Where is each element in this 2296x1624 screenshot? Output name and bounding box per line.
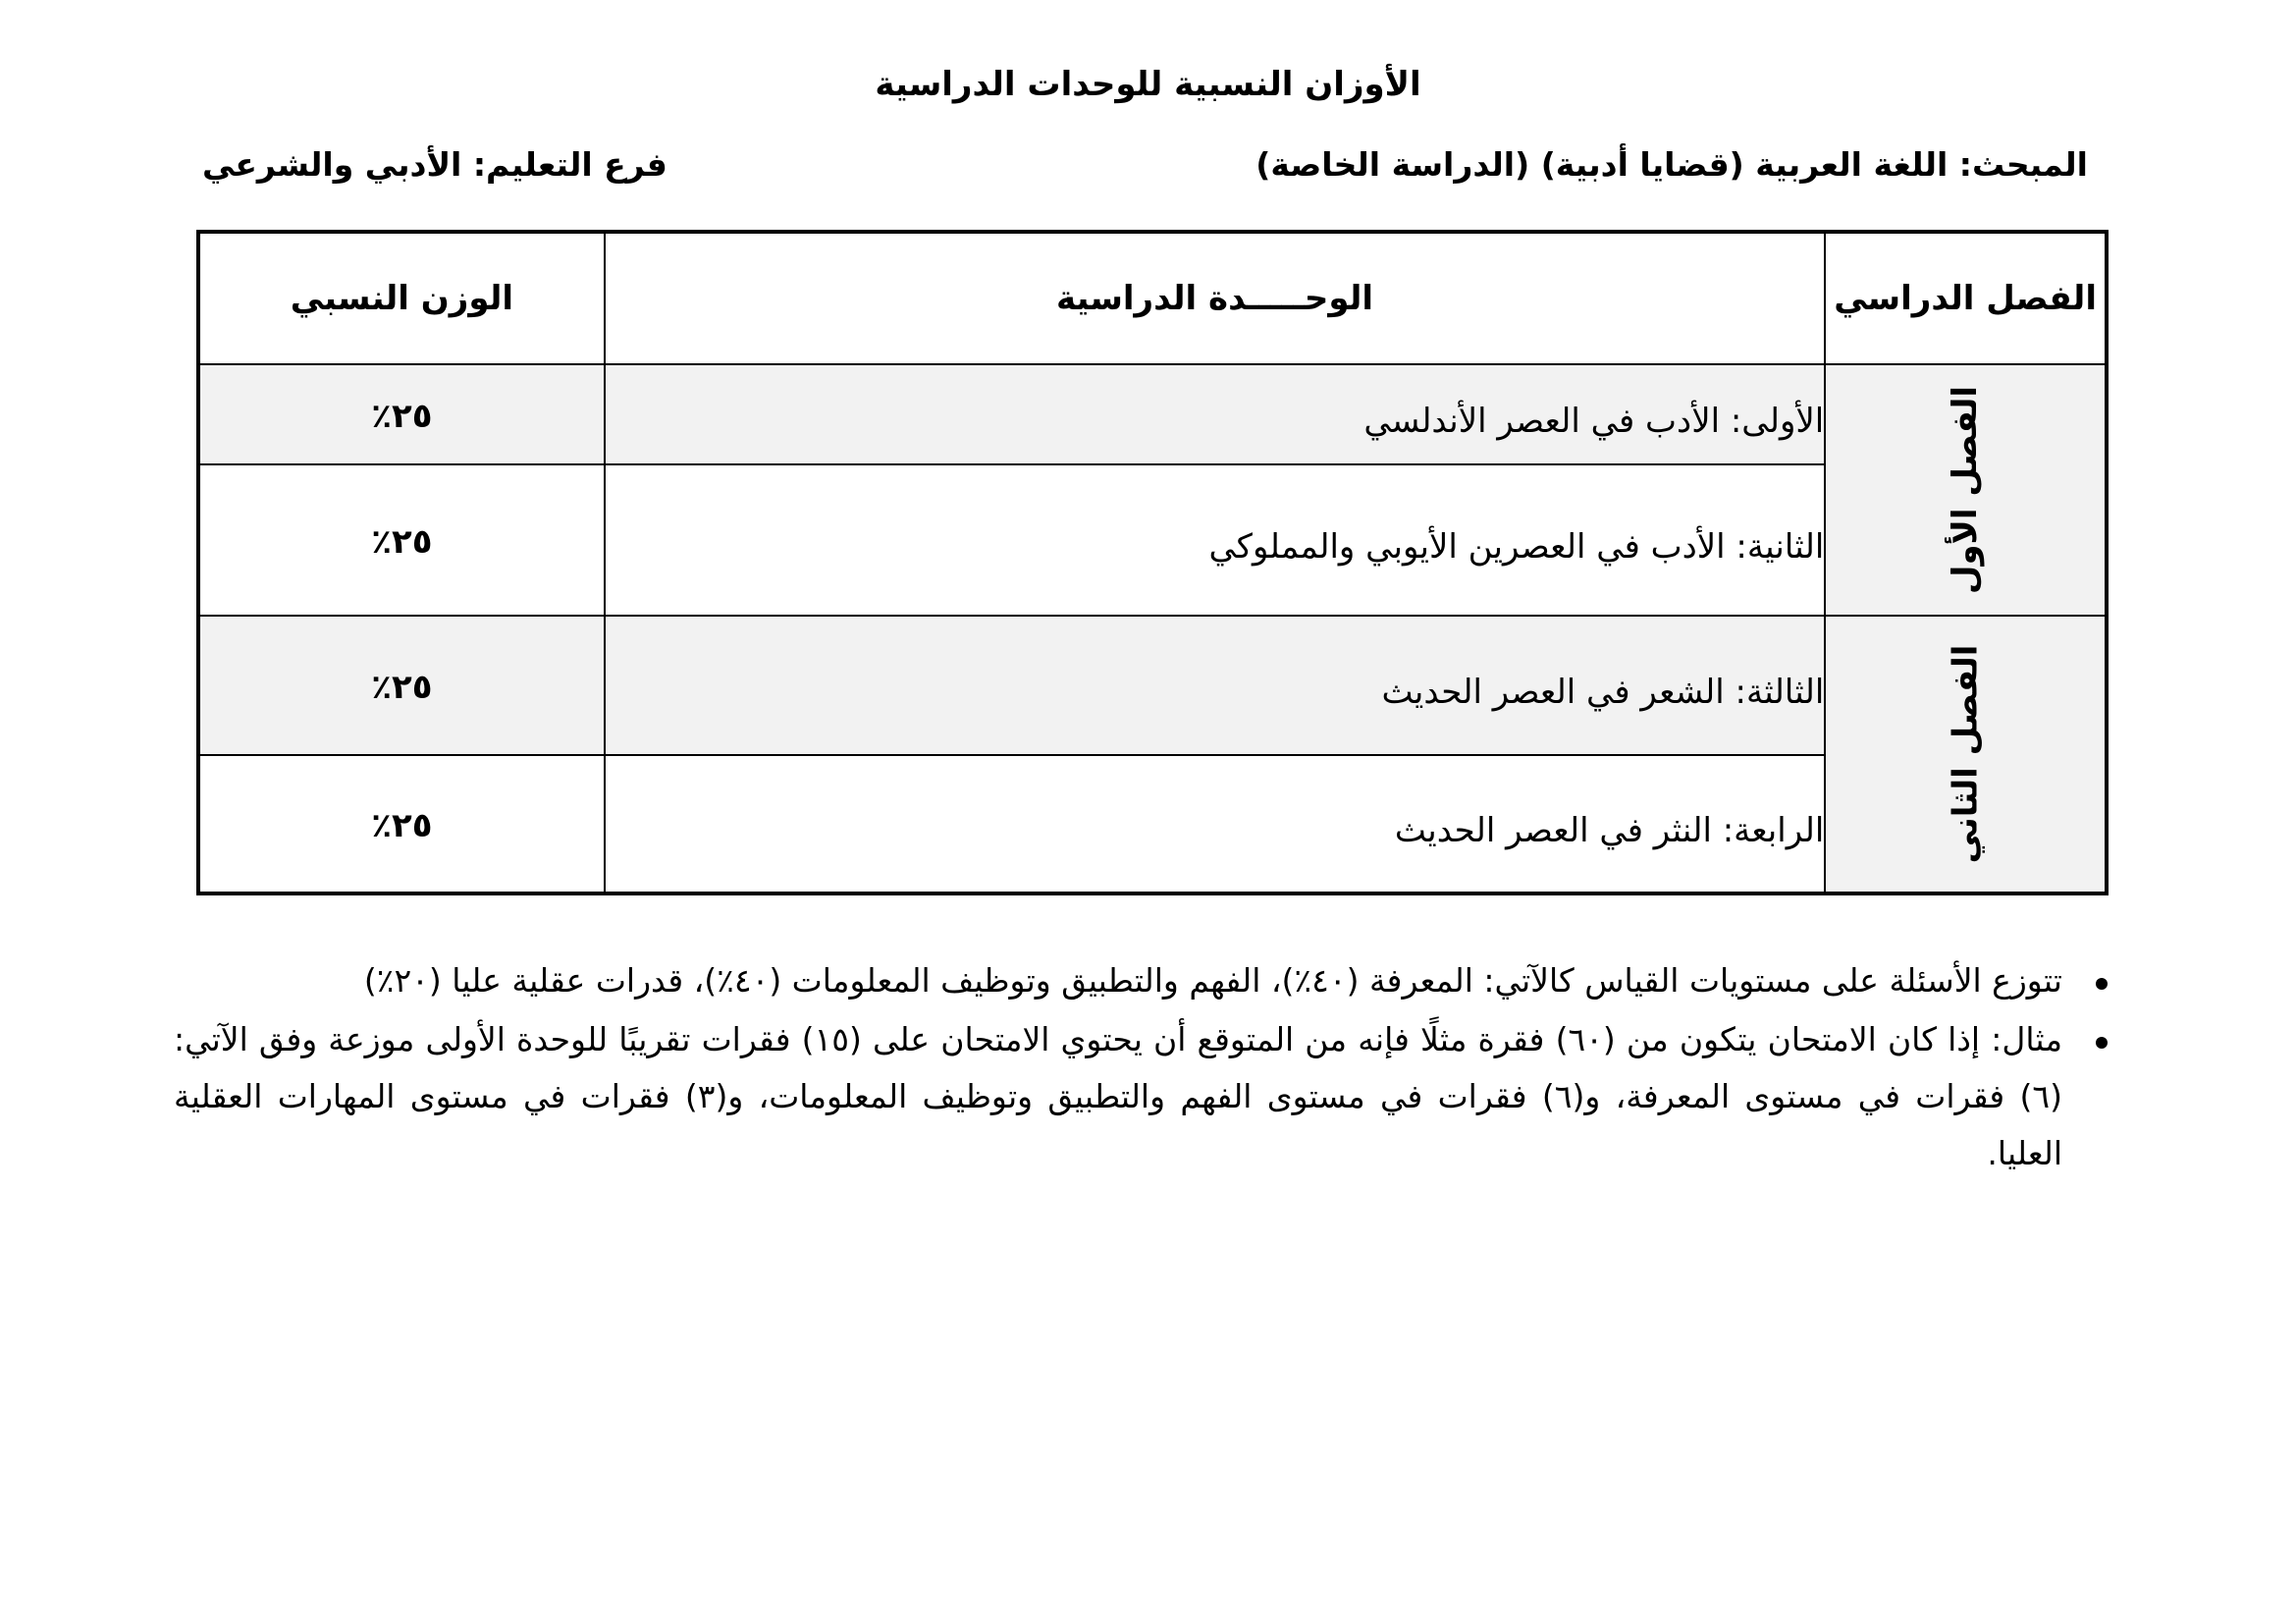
units-weight-table [196,230,2109,895]
weight-text: ٢٥٪ [371,806,433,845]
table-row [198,755,2107,893]
unit-text: الثانية: الأدب في العصرين الأيوبي والمملوكي [1208,527,1825,567]
unit-cell [605,755,1825,893]
weight-cell [198,364,605,464]
unit-text: الثالثة: الشعر في العصر الحديث [1381,673,1825,712]
weight-text: ٢٥٪ [371,668,433,707]
unit-cell [605,364,1825,464]
table-row [198,464,2107,616]
term-cell-first [1825,364,2107,616]
weight-text: ٢٥٪ [371,522,433,562]
term-label-first: الفصل الأول [1946,385,1986,595]
header-term: الفصل الدراسي [1825,232,2107,364]
weight-text: ٢٥٪ [371,397,433,436]
notes-list [174,952,2088,1184]
header-weight: الوزن النسبي [198,232,605,364]
table-header-row [198,232,2107,364]
branch-label: فرع التعليم: الأدبي والشرعي [202,145,667,184]
unit-cell [605,464,1825,616]
term-cell-second [1825,616,2107,893]
note-item-example: مثال: إذا كان الامتحان يتكون من (٦٠) فقرة مثلًا فإنه من المتوقع أن يحتوي الامتحان على (١٥) فقرات تقريبًا للوحدة الأولى موزعة وفق الآتي: (٦) فقرات في مستوى المعرفة، و(٦) فقرات في مستوى الفهم والتطبيق وتوظيف المعلومات، و(٣) فقرات في مستوى المهارات العقلية العليا. [174,1011,2088,1182]
table-row [198,616,2107,755]
subject-label: المبحث: اللغة العربية (قضايا أدبية) (الدراسة الخاصة) [1255,145,2088,184]
weight-cell [198,616,605,755]
weight-cell [198,755,605,893]
note-item-distribution: تتوزع الأسئلة على مستويات القياس كالآتي: المعرفة (٤٠٪)، الفهم والتطبيق وتوظيف المعلومات (٤٠٪)، قدرات عقلية عليا (٢٠٪) [174,952,2088,1009]
unit-cell [605,616,1825,755]
unit-text: الرابعة: النثر في العصر الحديث [1394,811,1825,850]
header-unit: الوحـــــدة الدراسية [605,232,1825,364]
weight-cell [198,464,605,616]
page-title: الأوزان النسبية للوحدات الدراسية [875,65,1421,104]
table-row [198,364,2107,464]
unit-text: الأولى: الأدب في العصر الأندلسي [1363,402,1825,441]
term-label-second: الفصل الثاني [1946,644,1986,864]
